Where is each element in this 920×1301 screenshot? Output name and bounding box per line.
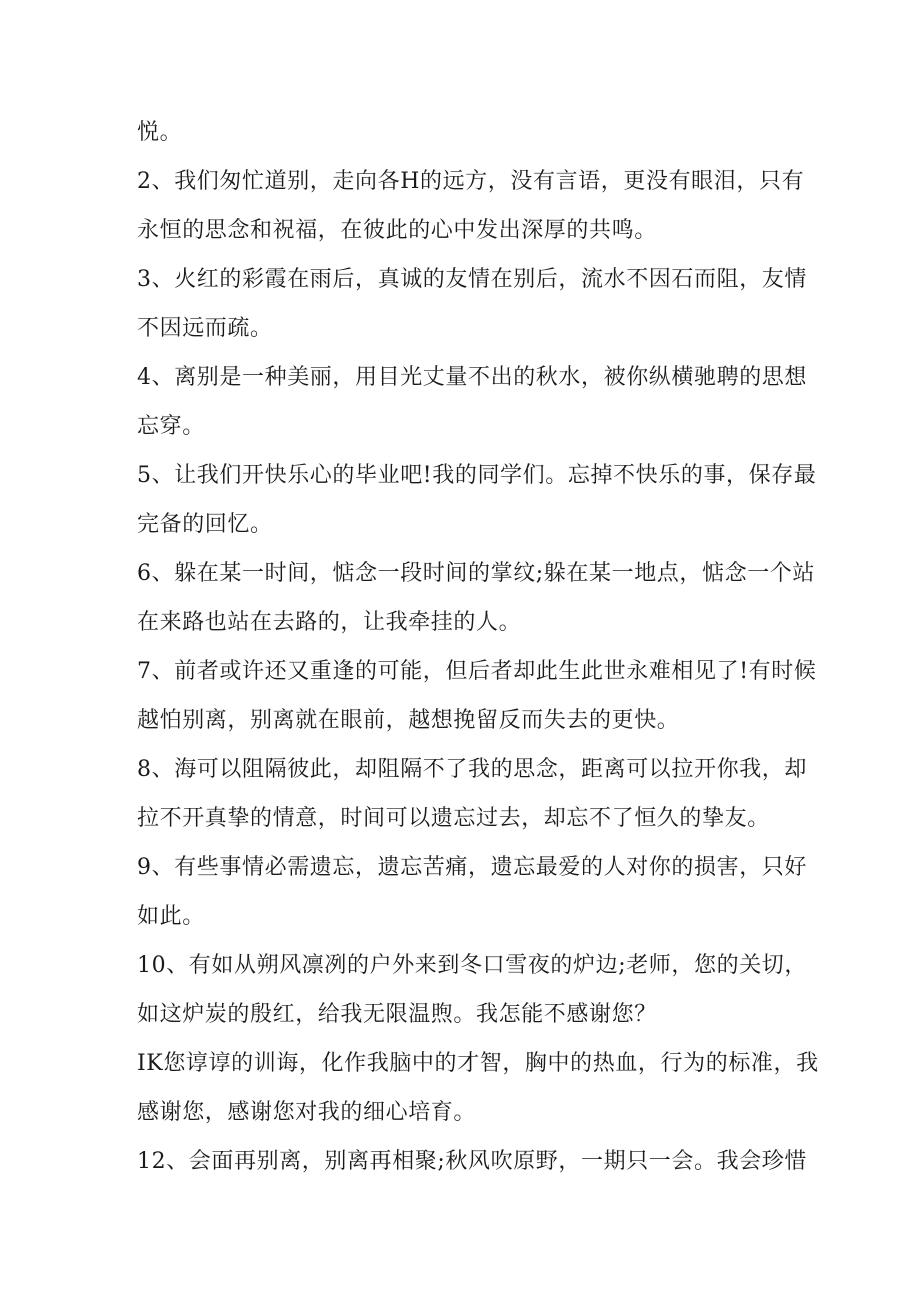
text-line: 7、前者或许还又重逢的可能，但后者却此生此世永难相见了!有时候 <box>137 659 817 684</box>
text-line: 悦。 <box>137 120 183 145</box>
text-line: 完备的回忆。 <box>137 512 273 537</box>
text-line: 不因远而疏。 <box>137 316 273 341</box>
text-line: 忘穿。 <box>137 414 205 439</box>
text-line: 9、有些事情必需遗忘，遗忘苦痛，遗忘最爱的人对你的损害，只好 <box>137 855 807 880</box>
text-line: 3、火红的彩霞在雨后，真诚的友情在别后，流水不因石而阻，友情 <box>137 267 807 292</box>
text-line: 5、让我们开快乐心的毕业吧!我的同学们。忘掉不快乐的事，保存最 <box>137 463 817 488</box>
text-line: 2、我们匆忙道别，走向各H的远方，没有言语，更没有眼泪，只有 <box>137 169 805 194</box>
text-line: 在来路也站在去路的，让我牵挂的人。 <box>137 610 522 635</box>
text-line: 如这炉炭的殷红，给我无限温煦。我怎能不感谢您？ <box>137 1002 657 1027</box>
text-line: 6、躲在某一时间，惦念一段时间的掌纹;躲在某一地点，惦念一个站 <box>137 561 816 586</box>
document-body <box>137 108 819 1186</box>
text-line: IK您谆谆的训诲，化作我脑中的才智，胸中的热血，行为的标准，我 <box>137 1051 819 1076</box>
text-line: 如此。 <box>137 904 205 929</box>
text-line: 10、有如从朔风凛冽的户外来到冬口雪夜的炉边;老师，您的关切， <box>137 953 808 978</box>
text-line: 越怕别离，别离就在眼前，越想挽留反而失去的更快。 <box>137 708 680 733</box>
text-line: 8、海可以阻隔彼此，却阻隔不了我的思念，距离可以拉开你我，却 <box>137 757 807 782</box>
text-line: 永恒的思念和祝福，在彼此的心中发出深厚的共鸣。 <box>137 218 657 243</box>
text-line: 感谢您，感谢您对我的细心培育。 <box>137 1100 477 1125</box>
text-line: 12、会面再别离，别离再相聚;秋风吹原野，一期只一会。我会珍惜 <box>137 1149 808 1174</box>
text-line: 拉不开真挚的情意，时间可以遗忘过去，却忘不了恒久的挚友。 <box>137 806 770 831</box>
text-line: 4、离别是一种美丽，用目光丈量不出的秋水，被你纵横驰聘的思想 <box>137 365 807 390</box>
